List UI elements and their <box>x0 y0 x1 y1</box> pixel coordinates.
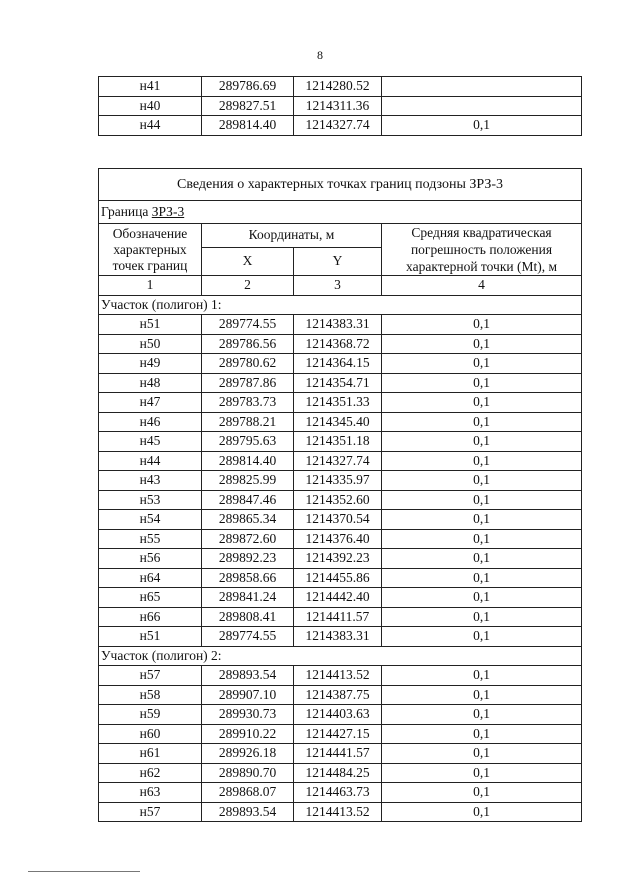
error-cell: 0,1 <box>382 373 582 393</box>
y-coordinate-cell: 1214364.15 <box>294 354 382 374</box>
x-coordinate-cell: 289841.24 <box>202 588 294 608</box>
y-coordinate-cell: 1214335.97 <box>294 471 382 491</box>
point-name-cell: н56 <box>99 549 202 569</box>
table-row <box>99 549 582 569</box>
table-row <box>99 666 582 686</box>
column-number-3: 3 <box>294 276 382 296</box>
point-name-cell: н44 <box>99 116 202 136</box>
y-coordinate-cell: 1214368.72 <box>294 334 382 354</box>
x-coordinate-cell: 289780.62 <box>202 354 294 374</box>
error-cell: 0,1 <box>382 334 582 354</box>
error-cell: 0,1 <box>382 783 582 803</box>
x-coordinate-cell: 289774.55 <box>202 627 294 647</box>
point-name-cell: н60 <box>99 724 202 744</box>
header-error: Средняя квадратическая погрешность положения характерной точки (Mt), м <box>382 224 582 276</box>
table-row <box>99 529 582 549</box>
table-row <box>99 334 582 354</box>
point-name-cell: н41 <box>99 77 202 97</box>
table-row <box>99 724 582 744</box>
table-title: Сведения о характерных точках границ подзоны ЗРЗ-3 <box>99 169 582 201</box>
error-cell: 0,1 <box>382 354 582 374</box>
x-coordinate-cell: 289907.10 <box>202 685 294 705</box>
boundary-name: ЗРЗ-3 <box>151 204 185 219</box>
boundary-label <box>99 201 582 224</box>
error-cell: 0,1 <box>382 529 582 549</box>
y-coordinate-cell: 1214352.60 <box>294 490 382 510</box>
header-y: Y <box>294 247 382 275</box>
error-cell: 0,1 <box>382 451 582 471</box>
table-row <box>99 763 582 783</box>
error-cell: 0,1 <box>382 685 582 705</box>
column-number-4: 4 <box>382 276 582 296</box>
point-name-cell: н61 <box>99 744 202 764</box>
header-coordinates: Координаты, м <box>202 224 382 248</box>
error-cell: 0,1 <box>382 744 582 764</box>
error-cell: 0,1 <box>382 471 582 491</box>
point-name-cell: н57 <box>99 666 202 686</box>
x-coordinate-cell: 289858.66 <box>202 568 294 588</box>
table-row <box>99 802 582 822</box>
table-row <box>99 77 582 97</box>
x-coordinate-cell: 289783.73 <box>202 393 294 413</box>
y-coordinate-cell: 1214392.23 <box>294 549 382 569</box>
y-coordinate-cell: 1214403.63 <box>294 705 382 725</box>
x-coordinate-cell: 289892.23 <box>202 549 294 569</box>
point-name-cell: н51 <box>99 627 202 647</box>
point-name-cell: н58 <box>99 685 202 705</box>
y-coordinate-cell: 1214351.18 <box>294 432 382 452</box>
header-row-1 <box>99 224 582 248</box>
table-row <box>99 588 582 608</box>
y-coordinate-cell: 1214427.15 <box>294 724 382 744</box>
y-coordinate-cell: 1214455.86 <box>294 568 382 588</box>
x-coordinate-cell: 289890.70 <box>202 763 294 783</box>
error-cell: 0,1 <box>382 802 582 822</box>
y-coordinate-cell: 1214370.54 <box>294 510 382 530</box>
y-coordinate-cell: 1214376.40 <box>294 529 382 549</box>
x-coordinate-cell: 289827.51 <box>202 96 294 116</box>
footer-divider <box>28 871 140 872</box>
table-row <box>99 685 582 705</box>
x-coordinate-cell: 289930.73 <box>202 705 294 725</box>
x-coordinate-cell: 289825.99 <box>202 471 294 491</box>
table-row <box>99 607 582 627</box>
x-coordinate-cell: 289786.69 <box>202 77 294 97</box>
error-cell: 0,1 <box>382 490 582 510</box>
table-row <box>99 354 582 374</box>
table-row <box>99 373 582 393</box>
y-coordinate-cell: 1214387.75 <box>294 685 382 705</box>
page-number: 8 <box>317 48 323 62</box>
continuation-table <box>98 76 582 136</box>
error-cell: 0,1 <box>382 568 582 588</box>
column-number-1: 1 <box>99 276 202 296</box>
point-name-cell: н45 <box>99 432 202 452</box>
section-row <box>99 295 582 315</box>
error-cell: 0,1 <box>382 607 582 627</box>
table-row <box>99 568 582 588</box>
point-name-cell: н63 <box>99 783 202 803</box>
table-row <box>99 432 582 452</box>
table-row <box>99 116 582 136</box>
y-coordinate-cell: 1214463.73 <box>294 783 382 803</box>
x-coordinate-cell: 289774.55 <box>202 315 294 335</box>
point-name-cell: н53 <box>99 490 202 510</box>
error-cell: 0,1 <box>382 412 582 432</box>
point-name-cell: н54 <box>99 510 202 530</box>
y-coordinate-cell: 1214441.57 <box>294 744 382 764</box>
x-coordinate-cell: 289795.63 <box>202 432 294 452</box>
y-coordinate-cell: 1214413.52 <box>294 666 382 686</box>
error-cell: 0,1 <box>382 549 582 569</box>
x-coordinate-cell: 289926.18 <box>202 744 294 764</box>
point-name-cell: н59 <box>99 705 202 725</box>
x-coordinate-cell: 289847.46 <box>202 490 294 510</box>
error-cell: 0,1 <box>382 393 582 413</box>
point-name-cell: н49 <box>99 354 202 374</box>
x-coordinate-cell: 289786.56 <box>202 334 294 354</box>
error-cell: 0,1 <box>382 627 582 647</box>
header-x: X <box>202 247 294 275</box>
table-row <box>99 627 582 647</box>
point-name-cell: н57 <box>99 802 202 822</box>
x-coordinate-cell: 289893.54 <box>202 802 294 822</box>
x-coordinate-cell: 289814.40 <box>202 116 294 136</box>
error-cell <box>382 96 582 116</box>
error-cell: 0,1 <box>382 763 582 783</box>
point-name-cell: н66 <box>99 607 202 627</box>
table-row <box>99 315 582 335</box>
header-point-name: Обозначение характерных точек границ <box>99 224 202 276</box>
table-row <box>99 96 582 116</box>
y-coordinate-cell: 1214484.25 <box>294 763 382 783</box>
y-coordinate-cell: 1214327.74 <box>294 116 382 136</box>
error-cell: 0,1 <box>382 724 582 744</box>
table-row <box>99 744 582 764</box>
point-name-cell: н51 <box>99 315 202 335</box>
x-coordinate-cell: 289865.34 <box>202 510 294 530</box>
y-coordinate-cell: 1214345.40 <box>294 412 382 432</box>
error-cell <box>382 77 582 97</box>
x-coordinate-cell: 289787.86 <box>202 373 294 393</box>
table-row <box>99 510 582 530</box>
error-cell: 0,1 <box>382 432 582 452</box>
point-name-cell: н44 <box>99 451 202 471</box>
point-name-cell: н55 <box>99 529 202 549</box>
table-row <box>99 705 582 725</box>
column-numbers-row <box>99 276 582 296</box>
section-label: Участок (полигон) 1: <box>99 295 582 315</box>
point-name-cell: н48 <box>99 373 202 393</box>
y-coordinate-cell: 1214383.31 <box>294 315 382 335</box>
y-coordinate-cell: 1214311.36 <box>294 96 382 116</box>
x-coordinate-cell: 289808.41 <box>202 607 294 627</box>
point-name-cell: н64 <box>99 568 202 588</box>
table-title-row <box>99 169 582 201</box>
point-name-cell: н46 <box>99 412 202 432</box>
error-cell: 0,1 <box>382 510 582 530</box>
error-cell: 0,1 <box>382 588 582 608</box>
error-cell: 0,1 <box>382 705 582 725</box>
table-row <box>99 471 582 491</box>
error-cell: 0,1 <box>382 116 582 136</box>
error-cell: 0,1 <box>382 315 582 335</box>
boundary-points-table <box>98 168 582 822</box>
x-coordinate-cell: 289788.21 <box>202 412 294 432</box>
y-coordinate-cell: 1214280.52 <box>294 77 382 97</box>
error-cell: 0,1 <box>382 666 582 686</box>
y-coordinate-cell: 1214327.74 <box>294 451 382 471</box>
x-coordinate-cell: 289868.07 <box>202 783 294 803</box>
boundary-prefix: Граница <box>101 204 152 219</box>
x-coordinate-cell: 289872.60 <box>202 529 294 549</box>
point-name-cell: н50 <box>99 334 202 354</box>
x-coordinate-cell: 289893.54 <box>202 666 294 686</box>
y-coordinate-cell: 1214413.52 <box>294 802 382 822</box>
point-name-cell: н65 <box>99 588 202 608</box>
table-row <box>99 393 582 413</box>
y-coordinate-cell: 1214351.33 <box>294 393 382 413</box>
y-coordinate-cell: 1214383.31 <box>294 627 382 647</box>
table-row <box>99 783 582 803</box>
section-label: Участок (полигон) 2: <box>99 646 582 666</box>
table-row <box>99 412 582 432</box>
point-name-cell: н40 <box>99 96 202 116</box>
x-coordinate-cell: 289814.40 <box>202 451 294 471</box>
y-coordinate-cell: 1214411.57 <box>294 607 382 627</box>
boundary-row <box>99 201 582 224</box>
section-row <box>99 646 582 666</box>
y-coordinate-cell: 1214354.71 <box>294 373 382 393</box>
x-coordinate-cell: 289910.22 <box>202 724 294 744</box>
point-name-cell: н47 <box>99 393 202 413</box>
y-coordinate-cell: 1214442.40 <box>294 588 382 608</box>
point-name-cell: н62 <box>99 763 202 783</box>
table-row <box>99 490 582 510</box>
column-number-2: 2 <box>202 276 294 296</box>
table-row <box>99 451 582 471</box>
point-name-cell: н43 <box>99 471 202 491</box>
